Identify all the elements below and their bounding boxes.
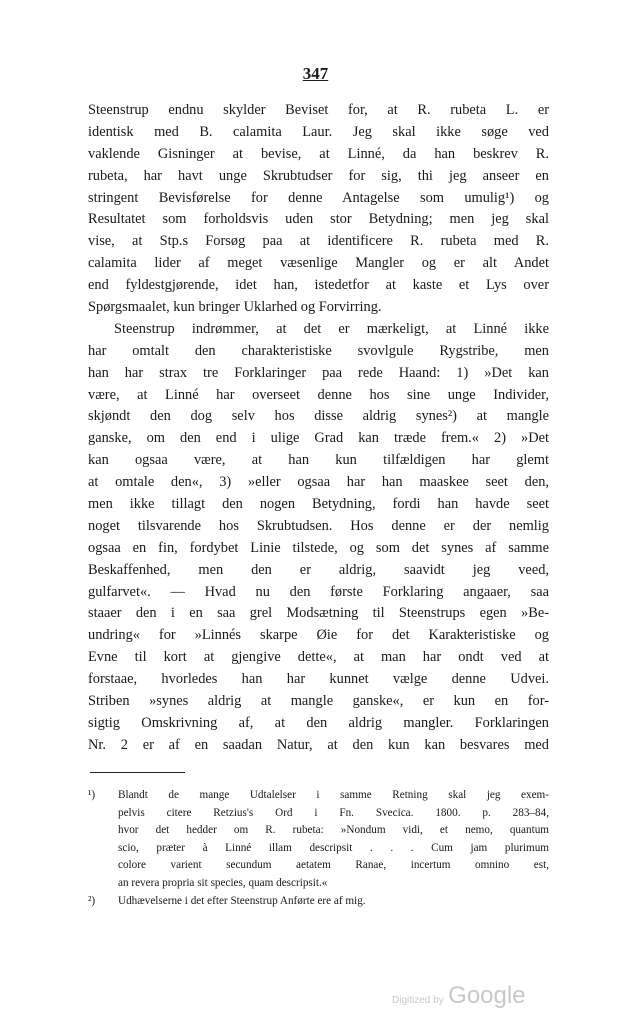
page-number: 347 [302, 64, 329, 83]
body-line: Resultatet som forholdsvis uden stor Betydning; men jeg skal [88, 211, 549, 228]
footnote-marker: ¹) [88, 789, 96, 801]
body-line: være, at Linné har overseet denne hos sine unge Individer, [88, 386, 549, 403]
body-line: men ikke tillagt den nogen Betydning, fordi han havde seet [88, 496, 549, 513]
footnote-marker: ²) [88, 894, 96, 907]
body-line: Evne til kort at gjengive dette«, at man har ondt ved at [88, 649, 549, 666]
body-line: sigtig Omskrivning af, at den aldrig mangler. Forklaringen [88, 714, 549, 731]
footnote-divider [90, 772, 185, 773]
digitized-by-google-watermark [392, 982, 526, 1010]
body-line: staaer den i en saa grel Modsætning til Steenstrups egen »Be- [88, 605, 549, 622]
body-line: identisk med B. calamita Laur. Jeg skal ikke søge ved [88, 123, 549, 140]
footnote-line [88, 893, 549, 911]
body-line: Nr. 2 er af en saadan Natur, at den kun kan besvares med [88, 736, 549, 753]
footnote-text: Udhævelserne i det efter Steenstrup Anførte ere af mig. [118, 894, 366, 907]
footnote-line: scio, præter à Linné illam descripsit . . . Cum jam plurimum [118, 841, 549, 854]
body-line: gulfarvet«. — Hvad nu den første Forklaring angaaer, saa [88, 583, 549, 600]
body-line: han har strax tre Forklaringer paa rede Haand: 1) »Det kan [88, 364, 549, 381]
footnotes [88, 787, 549, 910]
body-line: Steenstrup endnu skylder Beviset for, at R. rubeta L. er [88, 102, 549, 118]
body-line: kan ogsaa være, at han kun tilfældigen har glemt [88, 452, 549, 469]
footnote-line: pelvis citere Retzius's Ord i Fn. Svecica. 1800. p. 283–84, [118, 806, 549, 819]
body-line: Striben »synes aldrig at mangle ganske«, er kun en for- [88, 693, 549, 710]
body-line: undring« for »Linnés skarpe Øie for det Karakteristiske og [88, 627, 549, 644]
body-line: skjøndt den dog selv hos disse aldrig synes²) at mangle [88, 408, 549, 425]
footnote-line: colore varient secundum aetatem Ranae, incertum omnino est, [118, 859, 549, 872]
body-line: ogsaa en fin, fordybet Linie tilstede, og som det synes af samme [88, 539, 549, 556]
body-line: Spørgsmaalet, kun bringer Uklarhed og Forvirring. [88, 299, 382, 316]
footnote-line [88, 787, 549, 805]
body-line: vaklende Gisninger at bevise, at Linné, da han beskrev R. [88, 145, 549, 162]
watermark-prefix: Digitized by [392, 995, 444, 1006]
body-line: stringent Bevisførelse for denne Antagelse som umulig¹) og [88, 189, 549, 206]
body-line: end fyldestgjørende, idet han, istedetfor at kaste et Lys over [88, 277, 549, 294]
body-line: calamita lider af meget væsenlige Mangler og er alt Andet [88, 255, 549, 272]
body-line: rubeta, har havt unge Skrubtudser for sig, thi jeg anseer en [88, 167, 549, 184]
body-text [88, 100, 549, 757]
body-line: Beskaffenhed, men den er aldrig, saavidt jeg veed, [88, 561, 549, 578]
body-line: Steenstrup indrømmer, at det er mærkeligt, at Linné ikke [114, 320, 549, 337]
footnote-line: hvor det hedder om R. rubeta: »Nondum vidi, et nemo, quantum [118, 824, 549, 837]
body-line: noget tilsvarende hos Skrubtudsen. Hos denne er der nemlig [88, 517, 549, 534]
watermark-brand: Google [448, 982, 526, 1009]
body-line: vise, at Stp.s Forsøg paa at identificere R. rubeta med R. [88, 233, 549, 250]
footnote-line: an revera propria sit species, quam descripsit.« [118, 876, 328, 889]
footnote-text: Blandt de mange Udtalelser i samme Retning skal jeg exem- [118, 789, 549, 801]
body-line: at omtale den«, 3) »eller ogsaa har han maaskee seet den, [88, 474, 549, 491]
body-line: forstaae, hvorledes han har kunnet vælge denne Udvei. [88, 671, 549, 688]
body-line: har omtalt den charakteristiske svovlgule Rygstribe, men [88, 342, 549, 359]
body-line: ganske, om den end i ulige Grad kan træde frem.« 2) »Det [88, 430, 549, 447]
